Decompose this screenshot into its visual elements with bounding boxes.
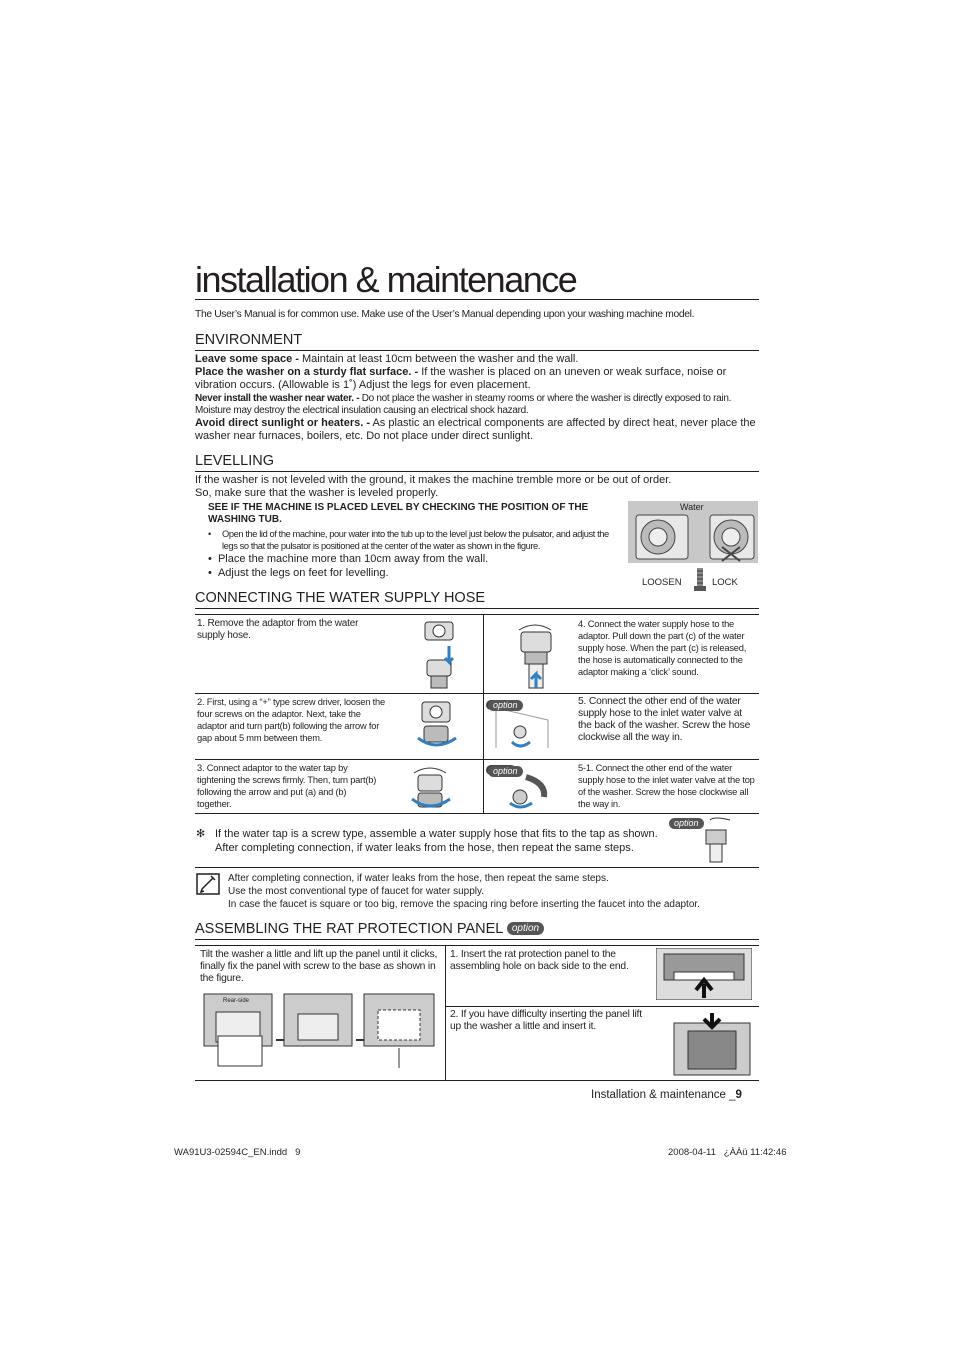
hose-heading: CONNECTING THE WATER SUPPLY HOSE — [195, 590, 759, 609]
memo-line-3: In case the faucet is square or too big, remove the spacing ring before inserting the faucet into the adaptor. — [228, 899, 700, 910]
hose-step-3: 3. Connect adaptor to the water tap by tightening the screws firmly. Then, turn part(b) following the arrow and put (a) and (b) together. — [197, 763, 377, 809]
note-star: ✻ — [196, 828, 206, 840]
hose-table-top — [195, 614, 759, 615]
water-label: Water — [680, 502, 704, 512]
env-para-3 — [195, 393, 761, 417]
levelling-heading: LEVELLING — [195, 453, 759, 472]
levelling-bullet-1: • Open the lid of the machine, pour water into the tub up to the level just below the pulsator, and adjust the legs so that the pulsator is positioned at the center of the water as shown in the figure. — [208, 528, 626, 552]
leg-screw-icon — [693, 568, 707, 592]
rat-table-top — [195, 945, 759, 946]
option-badge-5-1: option — [488, 766, 523, 777]
rear-side-label: Rear-side — [223, 998, 250, 1004]
memo-line-1: After completing connection, if water leaks from the hose, then repeat the same steps. — [228, 873, 609, 884]
hose-step-2: 2. First, using a “+” type screw driver, loosen the four screws on the adaptor. Next, take the adaptor and turn part(b) following the arrow for gap about 5 mm between them. — [197, 697, 385, 743]
print-file-name: WA91U3-02594C_EN.indd 9 — [174, 1147, 301, 1158]
env-text-4: As plastic an electrical components are affected by direct heat, never place the washer near furnaces, boilers, etc. Do not place under direct sunlight. — [195, 417, 756, 442]
env-bold-3: Never install the washer near water. - — [195, 393, 360, 404]
note-text — [215, 827, 658, 855]
rat-row-divider — [445, 1006, 759, 1007]
rat-insert-illustration — [656, 948, 752, 1000]
rat-step-1: 1. Insert the rat protection panel to the assembling hole on back side to the end. — [450, 949, 629, 972]
adaptor-illustration-3 — [404, 763, 454, 813]
adaptor-illustration-1 — [417, 618, 461, 690]
env-text-1: Maintain at least 10cm between the washer and the wall. — [298, 353, 579, 365]
env-para-2 — [195, 366, 761, 392]
rat-panel-sequence-illustration — [200, 992, 440, 1072]
tub-illustration — [628, 501, 758, 563]
levelling-bullet-2-text: Place the machine more than 10cm away from the wall. — [217, 553, 489, 565]
note-line-1: If the water tap is a screw type, assemble a water supply hose that fits to the tap as shown. — [215, 828, 658, 840]
levelling-caps: SEE IF THE MACHINE IS PLACED LEVEL BY CHECKING THE POSITION OF THE WASHING TUB. — [208, 502, 589, 525]
memo-text — [228, 872, 700, 911]
levelling-line-1: If the washer is not leveled with the ground, it makes the machine tremble more or be out of order. — [195, 474, 672, 486]
note-divider — [195, 867, 759, 868]
intro-text: The User’s Manual is for common use. Make use of the User’s Manual depending upon your washing machine model. — [195, 309, 695, 320]
environment-body — [195, 353, 761, 443]
env-bold-1: Leave some space - — [195, 353, 299, 365]
page-footer — [591, 1089, 742, 1101]
rat-step-2: 2. If you have difficulty inserting the panel lift up the washer a little and insert it. — [450, 1009, 642, 1032]
hose-illustration-4 — [505, 618, 565, 690]
memo-pencil-icon — [196, 873, 220, 895]
levelling-bullet-1-text: Open the lid of the machine, pour water into the tub up to the level just below the pulsator, and adjust the legs so that the pulsator is positioned at the center of the water as shown in the figure. — [222, 529, 609, 551]
hose-step-5-1: 5-1. Connect the other end of the water supply hose to the inlet water valve at the top of the washer. Screw the hose clockwise all the way in. — [578, 763, 755, 809]
loosen-label: LOOSEN — [642, 577, 682, 588]
rat-col-divider — [445, 945, 446, 1080]
footer-label: Installation & maintenance _ — [591, 1089, 736, 1101]
hose-step-1: 1. Remove the adaptor from the water supply hose. — [197, 618, 359, 641]
levelling-bullet-2: • Place the machine more than 10cm away from the wall. — [208, 553, 489, 565]
env-para-4 — [195, 417, 761, 443]
rat-heading: ASSEMBLING THE RAT PROTECTION PANEL — [195, 921, 503, 937]
levelling-bullet-3-text: Adjust the legs on feet for levelling. — [217, 567, 389, 579]
hose-row-divider-1 — [195, 693, 759, 694]
env-bold-2: Place the washer on a sturdy flat surface. - — [195, 366, 419, 378]
hose-col-divider — [483, 614, 484, 813]
rat-heading-row — [195, 921, 759, 940]
screw-tap-illustration — [690, 816, 740, 864]
environment-heading: ENVIRONMENT — [195, 332, 759, 351]
env-bold-4: Avoid direct sunlight or heaters. - — [195, 417, 371, 429]
note-line-2: After completing connection, if water leaks from the hose, then repeat the same steps. — [215, 842, 634, 854]
env-para-1 — [195, 353, 761, 366]
hose-table-bottom — [195, 813, 759, 814]
page-number: 9 — [735, 1089, 742, 1101]
env-text-3: Do not place the washer in steamy rooms or where the washer is directly exposed to rain. Moisture may destroy the electrical insulation causing an electrical shock hazard. — [195, 393, 732, 416]
page-title: installation & maintenance — [195, 262, 759, 300]
rat-table-bottom — [195, 1080, 759, 1081]
env-text-2: If the washer is placed on an uneven or weak surface, noise or vibration occurs. (Allowable is 1˚) Adjust the legs for even placement. — [195, 366, 727, 391]
memo-line-2: Use the most conventional type of faucet for water supply. — [228, 886, 485, 897]
print-date: 2008-04-11 ¿ÀÀü 11:42:46 — [668, 1147, 787, 1158]
levelling-figure — [628, 501, 758, 563]
levelling-bullet-3: • Adjust the legs on feet for levelling. — [208, 567, 389, 579]
adaptor-illustration-2 — [410, 698, 460, 754]
lock-label: LOCK — [712, 577, 738, 588]
option-badge-5: option — [488, 700, 523, 711]
hose-step-4: 4. Connect the water supply hose to the adaptor. Pull down the part (c) of the water supply hose. When the part (c) is released, the hose is automatically connected to the adaptor making a ‘click’ sound. — [578, 619, 747, 677]
hose-row-divider-2 — [195, 759, 759, 760]
rat-lift-illustration — [672, 1011, 752, 1077]
option-badge-note: option — [669, 818, 704, 829]
hose-step-5: 5. Connect the other end of the water supply hose to the inlet water valve at the back of the washer. Screw the hose clockwise all the way in. — [578, 696, 751, 743]
option-badge-rat: option — [507, 922, 544, 935]
rat-left-text: Tilt the washer a little and lift up the panel until it clicks, finally fix the panel with screw to the base as shown in the figure. — [200, 949, 438, 984]
levelling-line-2: So, make sure that the washer is leveled properly. — [195, 487, 439, 499]
